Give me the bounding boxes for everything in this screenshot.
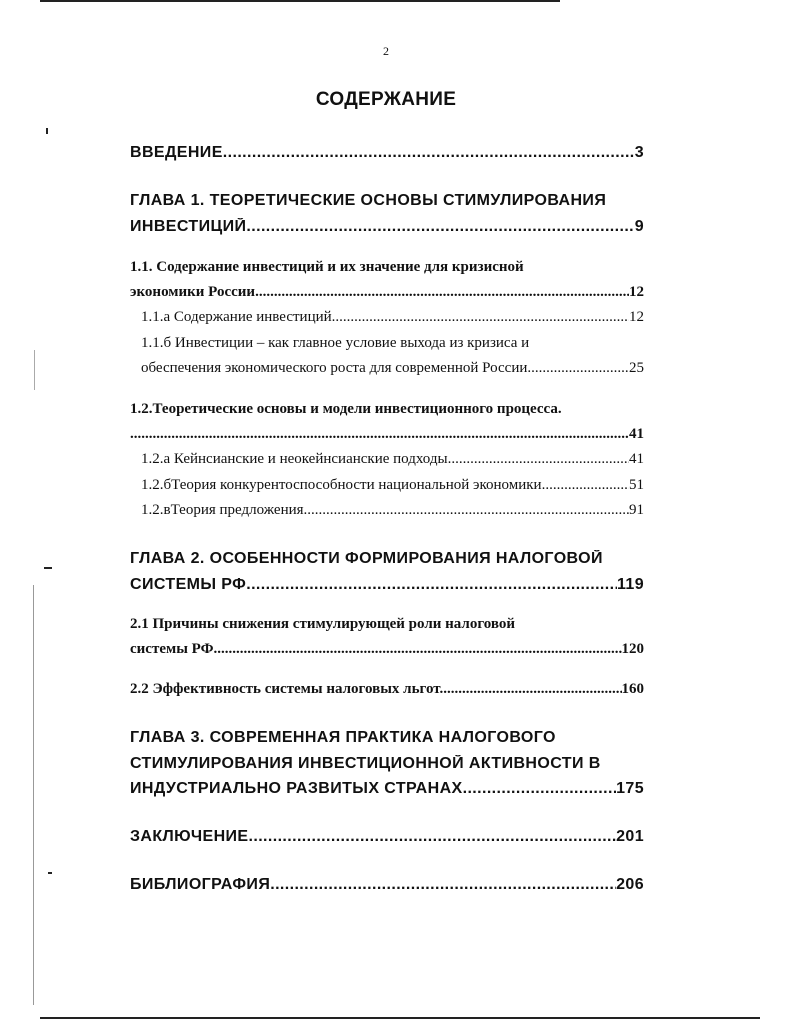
toc-entry-page: 41	[629, 426, 644, 442]
page-title: СОДЕРЖАНИЕ	[315, 89, 457, 110]
toc-entry-label: ИНВЕСТИЦИЙ	[130, 218, 247, 235]
toc-entry-page: 201	[616, 828, 644, 845]
toc-entry-page: 51	[629, 477, 644, 493]
toc-entry-label: 1.2.вТеория предложения.	[141, 502, 308, 518]
toc-entry-intro	[130, 144, 644, 162]
toc-entry-ch2	[130, 576, 644, 594]
dot-leader	[246, 218, 634, 236]
scan-speck-left-3	[48, 872, 52, 874]
toc-entry-ch1-line1	[130, 192, 644, 210]
toc-entry-page: 12	[629, 284, 644, 300]
toc-entry-page: 41	[629, 451, 644, 467]
dot-leader	[130, 426, 629, 443]
toc-entry-page: 175	[616, 780, 644, 797]
dot-leader	[270, 876, 616, 894]
dot-leader	[246, 576, 617, 594]
dot-leader	[217, 641, 621, 658]
toc-entry-label: обеспечения экономического роста для современной России.	[141, 360, 532, 376]
scan-speck-left-2	[44, 567, 52, 569]
toc-entry-1-1-a	[141, 309, 644, 326]
toc-entry-page: 120	[621, 641, 644, 657]
toc-entry-conclusion	[130, 828, 644, 846]
toc-entry-label: экономики России.	[130, 284, 259, 300]
dot-leader	[545, 477, 629, 494]
toc-entry-label: 2.1 Причины снижения стимулирующей роли налоговой	[130, 616, 516, 632]
toc-entry-1-1	[130, 284, 644, 301]
scan-border-bottom	[40, 1017, 760, 1019]
toc-entry-label: системы РФ.	[130, 641, 218, 657]
toc-entry-1-2-b	[141, 477, 644, 494]
toc-entry-page: 206	[616, 876, 644, 893]
toc-entry-label: ИНДУСТРИАЛЬНО РАЗВИТЫХ СТРАНАХ	[130, 780, 463, 797]
dot-leader	[335, 309, 629, 326]
toc-entry-1-1-b	[141, 360, 644, 377]
toc-entry-page: 91	[629, 502, 644, 518]
toc-entry-ch3-line2	[130, 755, 644, 773]
toc-entry-1-2-a	[141, 451, 644, 468]
dot-leader	[451, 451, 629, 468]
toc-entry-label: ГЛАВА 1. ТЕОРЕТИЧЕСКИЕ ОСНОВЫ СТИМУЛИРОВАНИЯ	[130, 192, 607, 209]
toc-entry-page: 3	[634, 144, 644, 161]
toc-entry-label: 1.2.а Кейнсианские и неокейнсианские подходы.	[141, 451, 452, 467]
dot-leader	[531, 360, 629, 377]
toc-entry-ch3	[130, 780, 644, 798]
dot-leader	[259, 284, 629, 301]
toc-entry-label: ВВЕДЕНИЕ	[130, 144, 223, 161]
toc-entry-label: 1.1.а Содержание инвестиций.	[141, 309, 336, 325]
toc-entry-label: 2.2 Эффективность системы налоговых льгот.	[130, 681, 444, 697]
toc-entry-ch1	[130, 218, 644, 236]
toc-entry-label: 1.1. Содержание инвестиций и их значение для кризисной	[130, 259, 524, 275]
toc-entry-1-2	[130, 426, 644, 443]
dot-leader	[463, 780, 616, 798]
toc-entry-1-2-c	[141, 502, 644, 519]
toc-entry-label: БИБЛИОГРАФИЯ	[130, 876, 271, 893]
toc-entry-page: 12	[629, 309, 644, 325]
toc-entry-2-1	[130, 641, 644, 658]
toc-entry-label: СТИМУЛИРОВАНИЯ ИНВЕСТИЦИОННОЙ АКТИВНОСТИ В	[130, 755, 601, 772]
toc-entry-label: 1.2.Теоретические основы и модели инвестиционного процесса.	[130, 401, 562, 417]
toc-entry-label: СИСТЕМЫ РФ	[130, 576, 247, 593]
dot-leader	[223, 144, 635, 162]
toc-entry-1-1-line1	[130, 259, 644, 276]
page-number: 2	[383, 44, 389, 58]
toc-entry-label: ГЛАВА 2. ОСОБЕННОСТИ ФОРМИРОВАНИЯ НАЛОГОВОЙ	[130, 550, 603, 567]
scan-border-top	[40, 0, 560, 2]
dot-leader	[249, 828, 617, 846]
dot-leader	[307, 502, 629, 519]
toc-entry-label: 1.1.б Инвестиции – как главное условие выхода из кризиса и	[141, 335, 530, 351]
toc-entry-page: 9	[634, 218, 644, 235]
scan-line-left-1	[34, 350, 35, 390]
toc-entry-2-2	[130, 681, 644, 698]
toc-entry-ch3-line1	[130, 729, 644, 747]
toc-entry-1-2-line1	[130, 401, 644, 418]
toc-entry-label: ЗАКЛЮЧЕНИЕ	[130, 828, 249, 845]
toc-entry-ch2-line1	[130, 550, 644, 568]
dot-leader	[443, 681, 621, 698]
toc-entry-label: 1.2.бТеория конкурентоспособности национальной экономики.	[141, 477, 546, 493]
toc-entry-page: 25	[629, 360, 644, 376]
scan-speck-left-1	[46, 128, 48, 134]
toc-entry-label: ГЛАВА 3. СОВРЕМЕННАЯ ПРАКТИКА НАЛОГОВОГО	[130, 729, 556, 746]
toc-entry-page: 119	[616, 576, 644, 593]
toc-entry-1-1-b-line1	[141, 335, 644, 352]
toc-entry-bibliography	[130, 876, 644, 894]
scan-border-left	[33, 585, 34, 1005]
toc-entry-page: 160	[621, 681, 644, 697]
toc-entry-2-1-line1	[130, 616, 644, 633]
